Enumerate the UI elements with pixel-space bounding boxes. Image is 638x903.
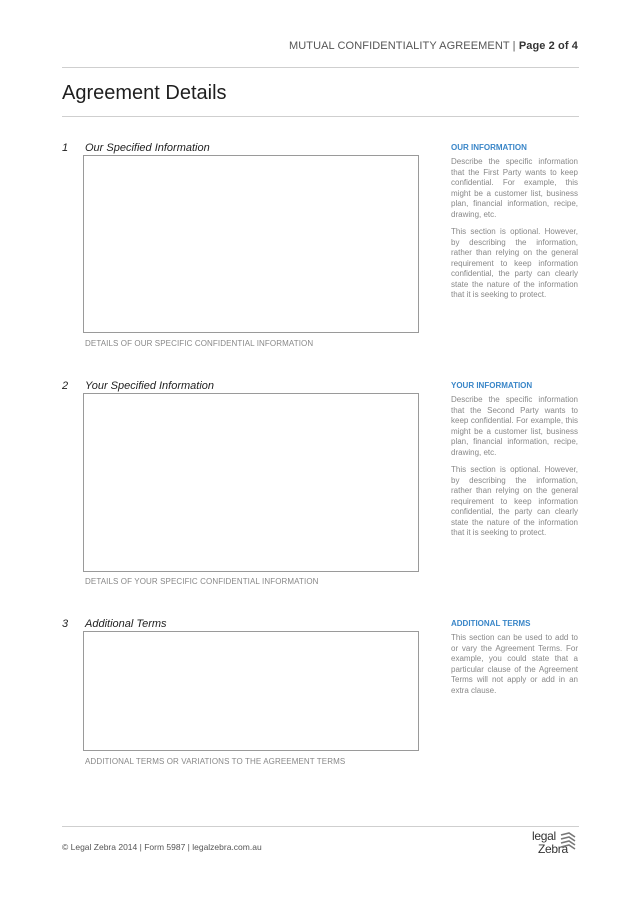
footer-text: © Legal Zebra 2014 | Form 5987 | legalzebra.com.au <box>62 842 262 852</box>
section-2-side-paragraph-2: This section is optional. However, by describing the information, rather than relying on the general requirement to keep information confidential, the party can clearly state the nature of the information that it is seeking to protect. <box>451 465 578 537</box>
logo-word-legal: legal <box>532 829 556 843</box>
section-1-text-box[interactable] <box>83 155 419 333</box>
section-2-sidebar <box>451 381 578 546</box>
section-1-side-paragraph-2: This section is optional. However, by describing the information, rather than relying on the general requirement to keep information confidential, the party can clearly state the nature of the information that it is seeking to protect. <box>451 227 578 299</box>
page-title: Agreement Details <box>62 82 227 104</box>
header-page-label: Page 2 of 4 <box>518 40 578 52</box>
section-3-caption: ADDITIONAL TERMS OR VARIATIONS TO THE AGREEMENT TERMS <box>85 757 346 766</box>
section-3-text-box[interactable] <box>83 631 419 751</box>
section-2-title: Your Specified Information <box>85 380 215 392</box>
section-2-side-paragraph-1: Describe the specific information that the Second Party wants to keep confidential. For example, this might be a customer list, business plan, financial information, recipe, drawing, etc. <box>451 395 578 457</box>
title-divider <box>62 116 579 117</box>
section-3-side-paragraph-1: This section can be used to add to or vary the Agreement Terms. For example, you could state that a particular clause of the Agreement Terms will not apply or add in an extra clause. <box>451 633 578 695</box>
section-3-number: 3 <box>62 618 69 630</box>
logo-word-zebra: Zebra <box>538 842 568 856</box>
legal-zebra-logo <box>532 830 578 860</box>
section-1-number: 1 <box>62 142 69 154</box>
running-header <box>289 40 578 52</box>
section-1-sidebar <box>451 143 578 308</box>
section-1-side-heading: OUR INFORMATION <box>451 143 527 152</box>
section-3-sidebar <box>451 619 578 703</box>
section-2-caption: DETAILS OF YOUR SPECIFIC CONFIDENTIAL INFORMATION <box>85 577 319 586</box>
section-3-title: Additional Terms <box>85 618 167 630</box>
section-1-side-paragraph-1: Describe the specific information that the First Party wants to keep confidential. For example, this might be a customer list, business plan, financial information, recipe, drawing, etc. <box>451 157 578 219</box>
section-2-number: 2 <box>62 380 69 392</box>
section-3-side-heading: ADDITIONAL TERMS <box>451 619 531 628</box>
zebra-stripes-icon <box>560 832 576 852</box>
header-doc-title: MUTUAL CONFIDENTIALITY AGREEMENT <box>288 40 510 52</box>
header-separator: | <box>509 40 519 52</box>
header-divider <box>62 67 579 68</box>
section-1-caption: DETAILS OF OUR SPECIFIC CONFIDENTIAL INFORMATION <box>85 339 314 348</box>
footer-divider <box>62 826 579 827</box>
section-2-text-box[interactable] <box>83 393 419 572</box>
section-1-title: Our Specified Information <box>85 142 210 154</box>
section-2-side-heading: YOUR INFORMATION <box>451 381 533 390</box>
